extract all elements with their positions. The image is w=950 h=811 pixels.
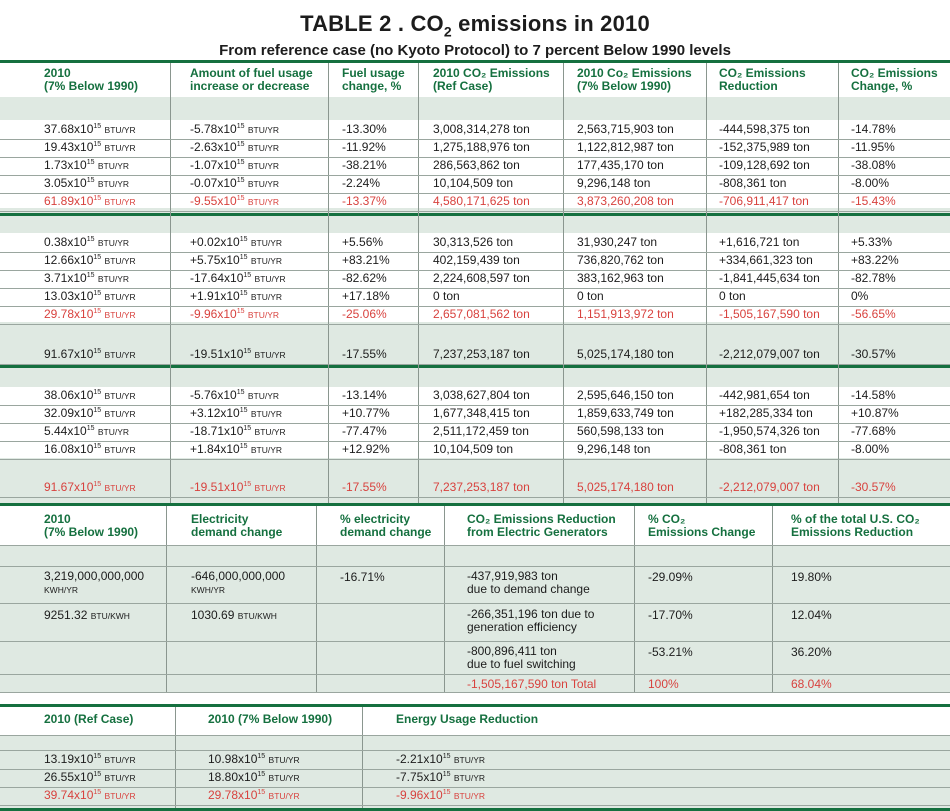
table-cell: 0 ton [719, 289, 746, 303]
band [0, 368, 950, 387]
table-cell: -13.37% [342, 194, 387, 208]
table-cell: -808,361 ton [719, 442, 787, 456]
band [0, 213, 950, 216]
table-cell: 7,237,253,187 ton [433, 480, 530, 494]
column-header: CO₂ Emissions Reduction [719, 66, 806, 93]
reduction-efficiency: -266,351,196 ton due to generation efficiency [467, 607, 595, 634]
fuel-2010-value: $29.78x10^{15}$ BTU/YR [44, 307, 136, 321]
table-cell: 9,296,148 ton [577, 442, 651, 456]
table-cell: -152,375,989 ton [719, 140, 810, 154]
fuel-2010-value: $16.08x10^{15}$ BTU/YR [44, 442, 136, 456]
table-cell: -82.62% [342, 271, 387, 285]
table-cell: 402,159,439 ton [433, 253, 520, 267]
column-divider [166, 506, 167, 692]
table-cell: +334,661,323 ton [719, 253, 813, 267]
energy-usage-reduction: $-2.21x10^{15}$ BTU/YR [396, 752, 486, 766]
table-cell: -77.47% [342, 424, 387, 438]
table-cell: 383,162,963 ton [577, 271, 664, 285]
band [0, 735, 950, 750]
table-cell: +182,285,334 ton [719, 406, 813, 420]
fuel-2010-value: $5.44x10^{15}$ BTU/YR [44, 424, 130, 438]
table-cell: 2,657,081,562 ton [433, 307, 530, 321]
fuel-change-amount: $-9.96x10^{15}$ BTU/YR [190, 307, 280, 321]
fuel-2010-value: $19.43x10^{15}$ BTU/YR [44, 140, 136, 154]
row-divider [0, 674, 950, 675]
column-divider [706, 63, 707, 503]
table-cell: -56.65% [851, 307, 896, 321]
table-cell: -11.95% [851, 140, 895, 154]
section-rule [0, 60, 950, 63]
column-header: 2010 (7% Below 1990) [208, 712, 333, 726]
table-cell: -2.24% [342, 176, 381, 190]
row-divider [0, 735, 950, 736]
table-cell: -444,598,375 ton [719, 122, 810, 136]
table-cell: -15.43% [851, 194, 896, 208]
table-cell: 0 ton [433, 289, 460, 303]
fuel-2010-value: $0.38x10^{15}$ BTU/YR [44, 235, 130, 249]
column-divider [418, 63, 419, 503]
table-cell: 4,580,171,625 ton [433, 194, 530, 208]
fuel-2010-value: $91.67x10^{15}$ BTU/YR [44, 347, 136, 361]
fuel-2010-value: $37.68x10^{15}$ BTU/YR [44, 122, 136, 136]
table-subtitle: From reference case (no Kyoto Protocol) to 7 percent Below 1990 levels [219, 42, 731, 60]
fuel-2010-value: $32.09x10^{15}$ BTU/YR [44, 406, 136, 420]
table-cell: -2,212,079,007 ton [719, 347, 820, 361]
table-cell: 10,104,509 ton [433, 176, 514, 190]
fuel-change-amount: $-9.55x10^{15}$ BTU/YR [190, 194, 280, 208]
reduction-demand: -437,919,983 ton due to demand change [467, 569, 590, 596]
fuel-2010-value: $61.89x10^{15}$ BTU/YR [44, 194, 136, 208]
table-cell: 1,859,633,749 ton [577, 406, 674, 420]
table-cell: 3,873,260,208 ton [577, 194, 674, 208]
energy-usage-value: $26.55x10^{15}$ BTU/YR [44, 770, 136, 784]
table-cell: 177,435,170 ton [577, 158, 664, 172]
table-cell: -82.78% [851, 271, 896, 285]
table-cell: -38.21% [342, 158, 387, 172]
pct-co2-change-total: 100% [648, 677, 679, 691]
column-header: % CO₂ Emissions Change [648, 512, 756, 539]
table-cell: -8.00% [851, 176, 890, 190]
pct-total-reduction: 36.20% [791, 645, 832, 659]
heat-rate-change: 1030.69 BTU/KWH [191, 608, 277, 622]
table-cell: 1,122,812,987 ton [577, 140, 674, 154]
column-header: CO₂ Emissions Change, % [851, 66, 938, 93]
row-divider [0, 603, 950, 604]
table-cell: +5.56% [342, 235, 384, 249]
column-header: Fuel usage change, % [342, 66, 405, 93]
table-cell: 2,511,172,459 ton [433, 424, 529, 438]
fuel-change-amount: $-0.07x10^{15}$ BTU/YR [190, 176, 280, 190]
row-divider [0, 211, 950, 212]
energy-usage-value: $18.80x10^{15}$ BTU/YR [208, 770, 300, 784]
row-divider [0, 641, 950, 642]
table-cell: 1,677,348,415 ton [433, 406, 530, 420]
table-cell: 0% [851, 289, 869, 303]
table-cell: -706,911,417 ton [719, 194, 809, 208]
electricity-demand-change: -646,000,000,000 KWH/YR [191, 569, 286, 595]
table-cell: +1,616,721 ton [719, 235, 800, 249]
table-cell: 1,275,188,976 ton [433, 140, 530, 154]
column-header: Amount of fuel usage increase or decrease [190, 66, 313, 93]
column-divider [175, 707, 176, 808]
row-divider [0, 805, 950, 806]
pct-co2-change: -17.70% [648, 608, 693, 622]
row-divider [0, 545, 950, 546]
column-header: 2010 CO₂ Emissions (Ref Case) [433, 66, 550, 93]
fuel-change-amount: $-5.78x10^{15}$ BTU/YR [190, 122, 280, 136]
fuel-change-amount: $-19.51x10^{15}$ BTU/YR [190, 480, 286, 494]
row-divider [0, 364, 950, 365]
table-cell: -30.57% [851, 347, 896, 361]
row-divider [0, 692, 950, 693]
reduction-total: -1,505,167,590 ton Total [467, 677, 597, 691]
table-cell: -17.55% [342, 480, 387, 494]
pct-co2-change: -53.21% [648, 645, 693, 659]
band [0, 97, 950, 120]
table-cell: +83.22% [851, 253, 899, 267]
column-divider [316, 506, 317, 692]
row-divider [0, 566, 950, 567]
column-divider [362, 707, 363, 808]
table-cell: 9,296,148 ton [577, 176, 651, 190]
table-cell: +10.87% [851, 406, 899, 420]
table-cell: -13.14% [342, 388, 387, 402]
table-cell: 7,237,253,187 ton [433, 347, 530, 361]
table-cell: 736,820,762 ton [577, 253, 664, 267]
table-cell: -25.06% [342, 307, 387, 321]
row-divider [0, 288, 950, 289]
table-cell: 5,025,174,180 ton [577, 347, 674, 361]
column-divider [563, 63, 564, 503]
table-cell: 31,930,247 ton [577, 235, 658, 249]
energy-usage-value: $10.98x10^{15}$ BTU/YR [208, 752, 300, 766]
column-header: Electricity demand change [191, 512, 283, 539]
column-header: 2010 (Ref Case) [44, 712, 134, 726]
table-cell: -77.68% [851, 424, 896, 438]
column-divider [634, 506, 635, 692]
fuel-change-amount: $-18.71x10^{15}$ BTU/YR [190, 424, 286, 438]
table-cell: 2,224,608,597 ton [433, 271, 530, 285]
table-cell: -109,128,692 ton [719, 158, 810, 172]
title-block [0, 12, 950, 59]
column-divider [170, 63, 171, 503]
fuel-change-amount: $+5.75x10^{15}$ BTU/YR [190, 253, 283, 267]
table-cell: 3,038,627,804 ton [433, 388, 530, 402]
column-divider [444, 506, 445, 692]
row-divider [0, 497, 950, 498]
table-cell: +5.33% [851, 235, 893, 249]
table-cell: +12.92% [342, 442, 390, 456]
pct-total-reduction: 19.80% [791, 570, 832, 584]
band [0, 545, 950, 566]
column-header: % of the total U.S. CO₂ Emissions Reduction [791, 512, 920, 539]
fuel-change-amount: $-17.64x10^{15}$ BTU/YR [190, 271, 286, 285]
energy-usage-value: $29.78x10^{15}$ BTU/YR [208, 788, 300, 802]
table-cell: 2,563,715,903 ton [577, 122, 674, 136]
pct-total-reduction: 12.04% [791, 608, 832, 622]
electricity-2010: 3,219,000,000,000 KWH/YR [44, 569, 145, 595]
table-cell: 286,563,862 ton [433, 158, 520, 172]
table-cell: 3,008,314,278 ton [433, 122, 530, 136]
fuel-2010-value: $91.67x10^{15}$ BTU/YR [44, 480, 136, 494]
fuel-2010-value: $3.71x10^{15}$ BTU/YR [44, 271, 130, 285]
table-cell: -8.00% [851, 442, 890, 456]
table-cell: -1,505,167,590 ton [719, 307, 820, 321]
table-cell: -14.78% [851, 122, 896, 136]
table-cell: -2,212,079,007 ton [719, 480, 820, 494]
fuel-change-amount: $+1.91x10^{15}$ BTU/YR [190, 289, 283, 303]
table-cell: 0 ton [577, 289, 604, 303]
fuel-2010-value: $1.73x10^{15}$ BTU/YR [44, 158, 130, 172]
fuel-2010-value: $12.66x10^{15}$ BTU/YR [44, 253, 136, 267]
table-cell: -11.92% [342, 140, 386, 154]
table-cell: 2,595,646,150 ton [577, 388, 674, 402]
table-cell: -1,950,574,326 ton [719, 424, 820, 438]
table-cell: -14.58% [851, 388, 896, 402]
table-cell: -13.30% [342, 122, 387, 136]
table-cell: -38.08% [851, 158, 896, 172]
table-cell: -1,841,445,634 ton [719, 271, 820, 285]
row-divider [0, 750, 950, 751]
column-header: Energy Usage Reduction [396, 712, 539, 726]
fuel-change-amount: $+0.02x10^{15}$ BTU/YR [190, 235, 283, 249]
fuel-change-amount: $-1.07x10^{15}$ BTU/YR [190, 158, 280, 172]
section-rule [0, 704, 950, 707]
fuel-2010-value: $38.06x10^{15}$ BTU/YR [44, 388, 136, 402]
table-title: TABLE 2 . $CO_2$ emissions in 2010 [300, 11, 650, 40]
column-divider [772, 506, 773, 692]
table-cell: 30,313,526 ton [433, 235, 514, 249]
column-header: CO₂ Emissions Reduction from Electric Generators [467, 512, 616, 539]
column-divider [838, 63, 839, 503]
table-cell: -30.57% [851, 480, 896, 494]
table-cell: 5,025,174,180 ton [577, 480, 674, 494]
energy-usage-value: $39.74x10^{15}$ BTU/YR [44, 788, 136, 802]
table-cell: -808,361 ton [719, 176, 787, 190]
reduction-fuel-switching: -800,896,411 ton due to fuel switching [467, 644, 576, 671]
fuel-change-amount: $-5.76x10^{15}$ BTU/YR [190, 388, 280, 402]
table-cell: +83.21% [342, 253, 390, 267]
fuel-2010-value: $13.03x10^{15}$ BTU/YR [44, 289, 136, 303]
column-header: % electricity demand change [340, 512, 432, 539]
energy-usage-reduction: $-7.75x10^{15}$ BTU/YR [396, 770, 486, 784]
section-rule [0, 503, 950, 506]
energy-usage-value: $13.19x10^{15}$ BTU/YR [44, 752, 136, 766]
table-cell: -442,981,654 ton [719, 388, 810, 402]
heat-rate-2010: 9251.32 BTU/KWH [44, 608, 130, 622]
electricity-demand-pct: -16.71% [340, 570, 385, 584]
table-cell: +10.77% [342, 406, 390, 420]
pct-co2-change: -29.09% [648, 570, 693, 584]
fuel-change-amount: $+3.12x10^{15}$ BTU/YR [190, 406, 283, 420]
row-divider [0, 459, 950, 460]
fuel-change-amount: $-19.51x10^{15}$ BTU/YR [190, 347, 286, 361]
fuel-2010-value: $3.05x10^{15}$ BTU/YR [44, 176, 130, 190]
pct-total-reduction-total: 68.04% [791, 677, 832, 691]
table-cell: 560,598,133 ton [577, 424, 664, 438]
table-cell: -17.55% [342, 347, 387, 361]
fuel-change-amount: $+1.84x10^{15}$ BTU/YR [190, 442, 283, 456]
table-cell: 10,104,509 ton [433, 442, 514, 456]
column-header: 2010 (7% Below 1990) [44, 66, 139, 93]
column-header: 2010 Co₂ Emissions (7% Below 1990) [577, 66, 692, 93]
column-divider [328, 63, 329, 503]
row-divider [0, 324, 950, 325]
energy-usage-reduction: $-9.96x10^{15}$ BTU/YR [396, 788, 486, 802]
table-cell: +17.18% [342, 289, 390, 303]
table-cell: 1,151,913,972 ton [577, 307, 674, 321]
fuel-change-amount: $-2.63x10^{15}$ BTU/YR [190, 140, 280, 154]
column-header: 2010 (7% Below 1990) [44, 512, 139, 539]
